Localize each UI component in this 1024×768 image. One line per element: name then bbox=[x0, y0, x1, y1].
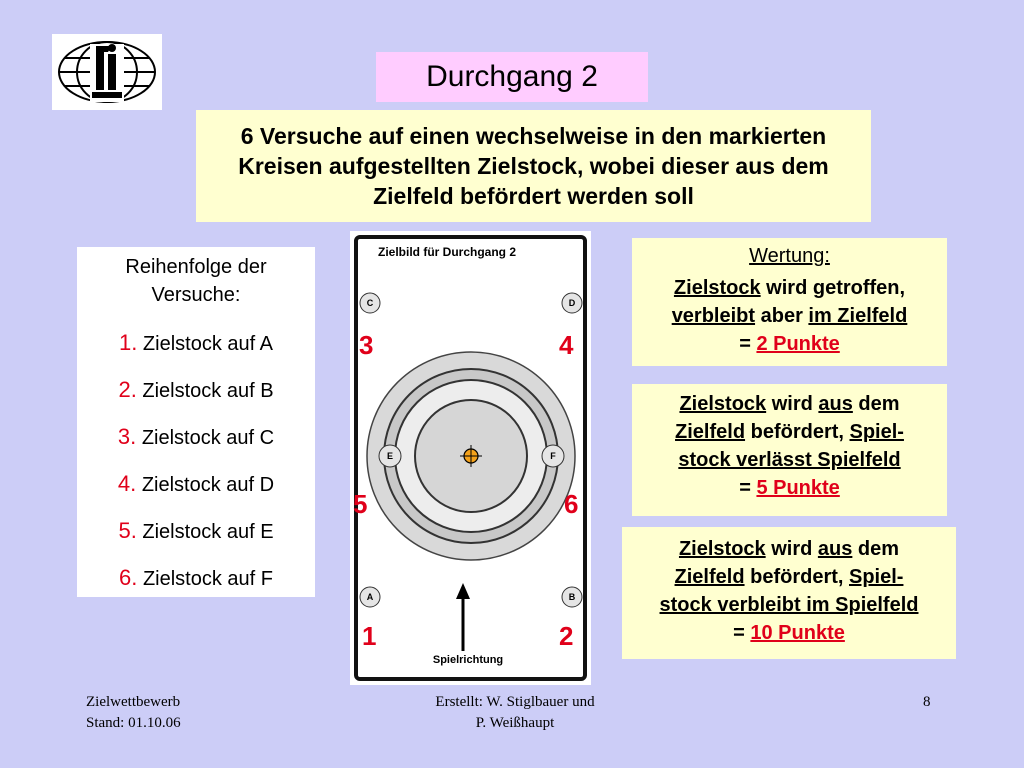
circle-e bbox=[379, 445, 401, 467]
svg-text:A: A bbox=[366, 592, 374, 602]
position-number: 3 bbox=[359, 330, 374, 360]
attempt-order-panel bbox=[77, 247, 315, 597]
footer-center: Erstellt: W. Stiglbauer und P. Weißhaupt bbox=[435, 694, 595, 731]
organization-logo bbox=[52, 34, 162, 110]
svg-text:D: D bbox=[568, 298, 576, 308]
list-item: 4. Zielstock auf D bbox=[117, 471, 275, 496]
position-number: 1 bbox=[362, 621, 377, 651]
list-item: 5. Zielstock auf E bbox=[118, 518, 274, 543]
scoring-rule-2: Zielstock wird aus dem Zielfeld befördert, Spiel- stock verlässt Spielfeld = 5 Punkte bbox=[632, 384, 947, 516]
circle-a bbox=[360, 587, 380, 607]
list-item: 3. Zielstock auf C bbox=[117, 424, 275, 449]
order-heading: Reihenfolge der Versuche: bbox=[125, 256, 267, 306]
direction-label: Spielrichtung bbox=[432, 654, 504, 666]
circle-c bbox=[360, 293, 380, 313]
list-item: 1. Zielstock auf A bbox=[119, 330, 273, 355]
scoring-heading: Wertung: bbox=[749, 245, 830, 267]
position-number: 5 bbox=[353, 489, 368, 519]
target-diagram bbox=[350, 231, 591, 685]
svg-text:E: E bbox=[386, 451, 394, 461]
position-number: 4 bbox=[559, 330, 574, 360]
diagram-heading: Zielbild für Durchgang 2 bbox=[378, 245, 517, 259]
svg-text:F: F bbox=[550, 451, 556, 461]
circle-f bbox=[542, 445, 564, 467]
footer-left: Zielwettbewerb Stand: 01.10.06 bbox=[86, 694, 181, 731]
list-item: 2. Zielstock auf B bbox=[118, 377, 274, 402]
svg-text:B: B bbox=[568, 592, 576, 602]
slide-title: Durchgang 2 bbox=[376, 52, 648, 102]
scoring-rule-1: Wertung: Zielstock wird getroffen, verbleibt aber im Zielfeld = 2 Punkte bbox=[632, 238, 947, 366]
scoring-rule-3: Zielstock wird aus dem Zielfeld befördert, Spiel- stock verbleibt im Spielfeld = 10 Punkte bbox=[622, 527, 956, 659]
circle-b bbox=[562, 587, 582, 607]
page-number: 8 bbox=[923, 694, 931, 710]
task-description: 6 Versuche auf einen wechselweise in den markierten Kreisen aufgestellten Zielstock, wobei dieser aus dem Zielfeld befördert werden soll bbox=[196, 110, 871, 222]
position-number: 2 bbox=[559, 621, 574, 651]
svg-text:C: C bbox=[366, 298, 374, 308]
position-number: 6 bbox=[564, 489, 579, 519]
circle-d bbox=[562, 293, 582, 313]
list-item: 6. Zielstock auf F bbox=[119, 565, 273, 590]
